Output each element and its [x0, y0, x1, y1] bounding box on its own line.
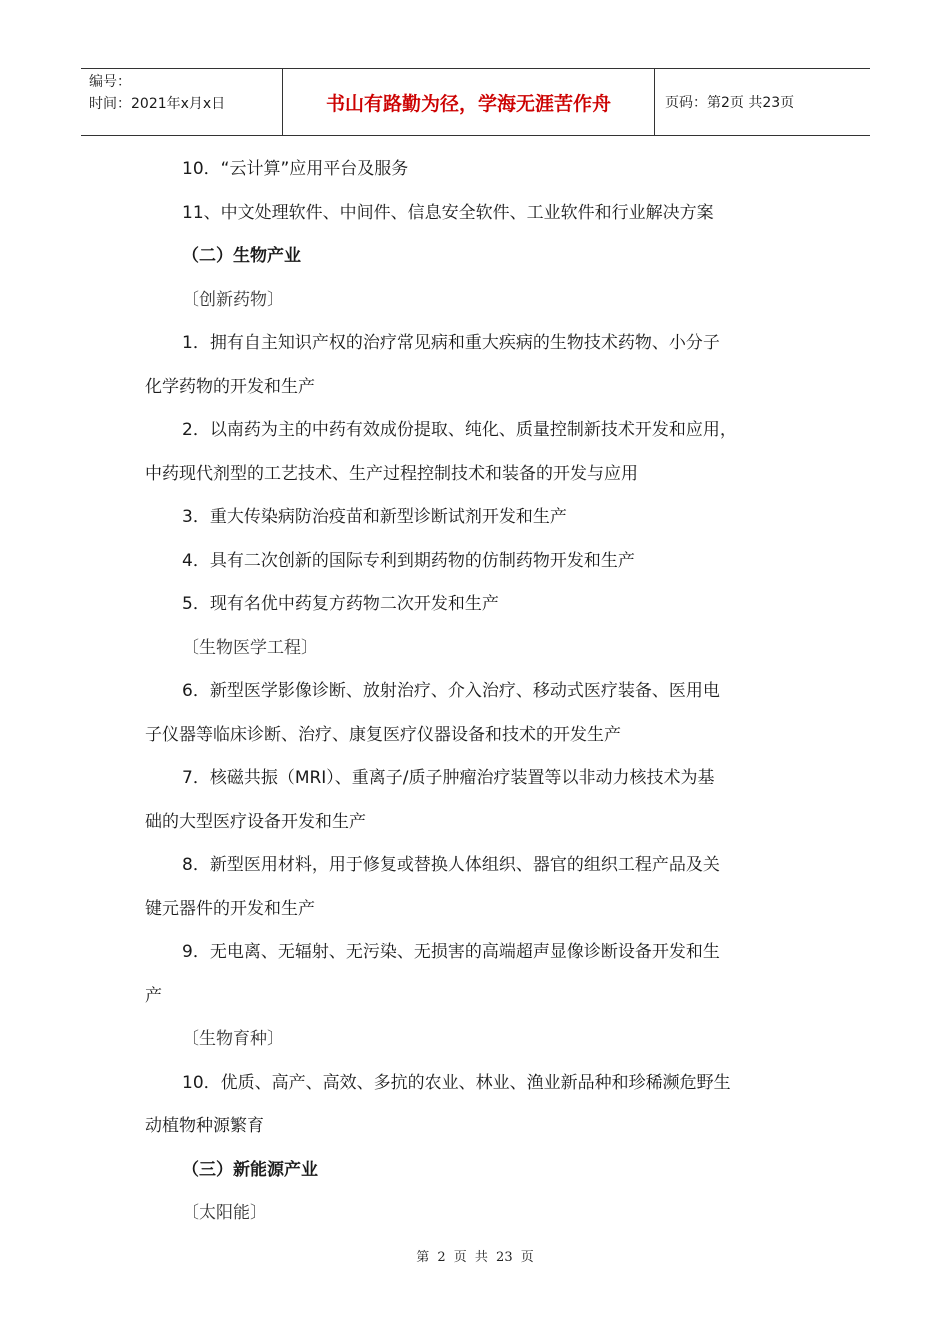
list-item-continuation: 动植物种源繁育	[145, 1116, 264, 1136]
section-heading: （三）新能源产业	[182, 1159, 318, 1180]
header-motto: 书山有路勤为径，学海无涯苦作舟	[282, 69, 655, 135]
subsection-heading: 〔生物医学工程〕	[182, 637, 318, 658]
subsection-heading: 〔生物育种〕	[182, 1029, 284, 1049]
subsection-heading: 〔创新药物〕	[182, 289, 284, 310]
list-item: 10．优质、高产、高效、多抗的农业、林业、渔业新品种和珍稀濒危野生	[182, 1072, 731, 1093]
list-item-continuation: 产	[145, 985, 162, 1006]
list-item: 5．现有名优中药复方药物二次开发和生产	[182, 594, 499, 614]
header-page-code: 页码：第2页 共23页	[665, 95, 795, 111]
list-item-continuation: 子仪器等临床诊断、治疗、康复医疗仪器设备和技术的开发生产	[145, 724, 621, 745]
list-item-continuation: 化学药物的开发和生产	[145, 376, 315, 397]
header-meta	[81, 69, 282, 135]
list-item: 6．新型医学影像诊断、放射治疗、介入治疗、移动式医疗装备、医用电	[182, 681, 720, 701]
document-header	[81, 68, 870, 136]
date-label: 时间：2021年x月x日	[89, 96, 226, 112]
document-body	[145, 148, 805, 1236]
section-heading: （二）生物产业	[182, 246, 301, 266]
list-item-continuation: 础的大型医疗设备开发和生产	[145, 811, 366, 832]
list-item: 1．拥有自主知识产权的治疗常见病和重大疾病的生物技术药物、小分子	[182, 333, 720, 353]
list-item: 3．重大传染病防治疫苗和新型诊断试剂开发和生产	[182, 507, 567, 527]
list-item-continuation: 中药现代剂型的工艺技术、生产过程控制技术和装备的开发与应用	[145, 463, 638, 484]
page-footer: 第 2 页 共 23 页	[416, 1250, 534, 1265]
list-item: 10．“云计算”应用平台及服务	[182, 159, 409, 179]
list-item: 4．具有二次创新的国际专利到期药物的仿制药物开发和生产	[182, 550, 635, 571]
list-item-continuation: 键元器件的开发和生产	[145, 898, 315, 919]
list-item: 11、中文处理软件、中间件、信息安全软件、工业软件和行业解决方案	[182, 202, 714, 223]
number-label: 编号：	[89, 74, 131, 90]
list-item: 2．以南药为主的中药有效成份提取、纯化、质量控制新技术开发和应用，	[182, 420, 737, 440]
list-item: 9．无电离、无辐射、无污染、无损害的高端超声显像诊断设备开发和生	[182, 942, 720, 962]
subsection-heading: 〔太阳能〕	[182, 1203, 267, 1223]
list-item: 8．新型医用材料，用于修复或替换人体组织、器官的组织工程产品及关	[182, 855, 720, 875]
list-item: 7．核磁共振（MRI）、重离子/质子肿瘤治疗装置等以非动力核技术为基	[182, 768, 715, 788]
